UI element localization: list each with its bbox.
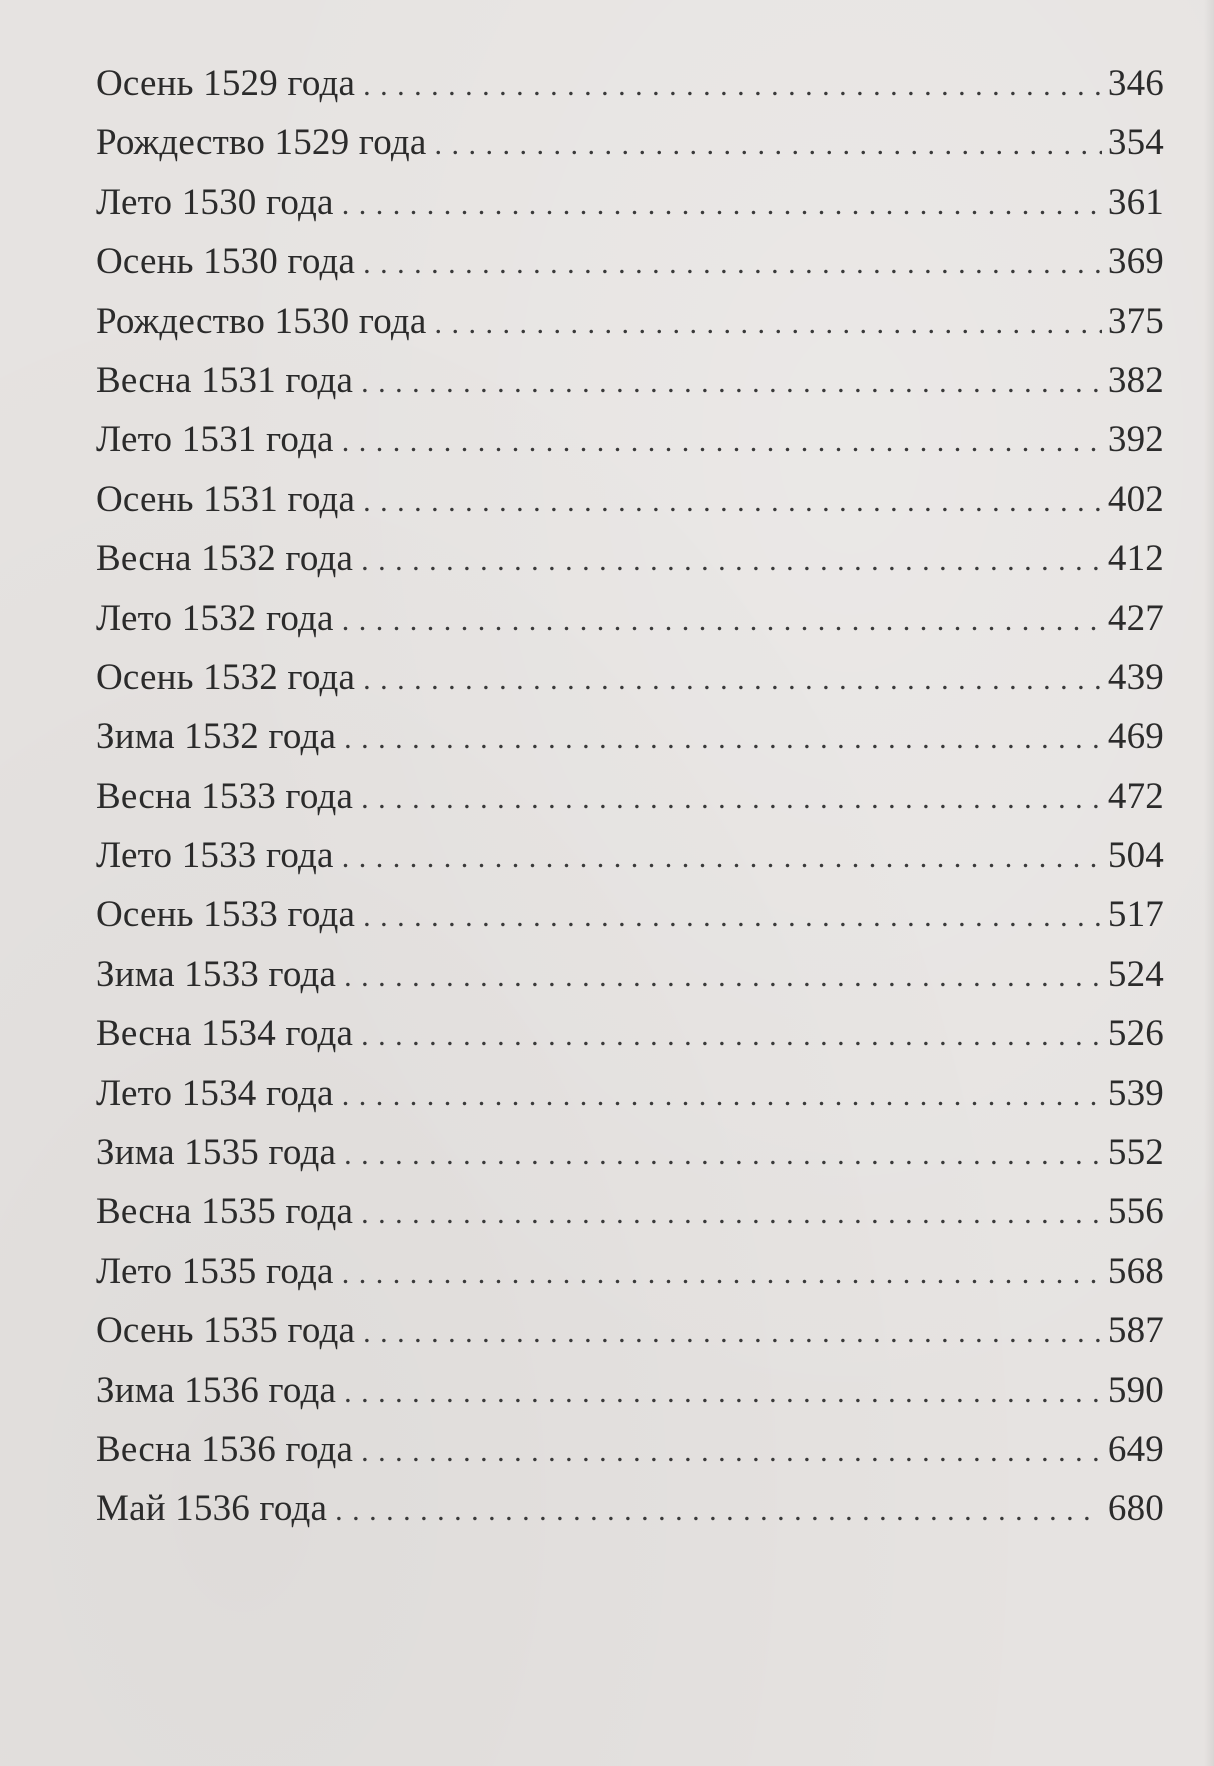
toc-entry-page: 392: [1107, 419, 1164, 461]
toc-entry-page: 469: [1107, 716, 1164, 758]
dot-leader: [435, 128, 1102, 162]
toc-entry: [96, 537, 1164, 596]
dot-leader: [361, 1435, 1102, 1469]
toc-entry: [96, 1309, 1164, 1368]
dot-leader: [361, 1019, 1102, 1053]
toc-entry: [96, 240, 1164, 299]
toc-entry-title: Зима 1536 года: [96, 1369, 337, 1411]
toc-entry-title: Рождество 1530 года: [96, 300, 427, 342]
toc-entry-title: Осень 1530 года: [96, 241, 356, 283]
toc-entry-page: 346: [1107, 63, 1164, 104]
dot-leader: [344, 722, 1102, 756]
toc-entry-page: 568: [1107, 1250, 1164, 1292]
toc-entry: [96, 300, 1164, 359]
dot-leader: [435, 307, 1102, 341]
toc-entry: [96, 1072, 1164, 1131]
toc-entry-title: Весна 1534 года: [96, 1013, 354, 1055]
dot-leader: [361, 782, 1102, 816]
dot-leader: [342, 841, 1102, 875]
toc-entry: [96, 478, 1164, 537]
toc-entry-page: 402: [1107, 478, 1164, 520]
toc-entry-title: Осень 1533 года: [96, 894, 356, 936]
toc-entry-title: Весна 1533 года: [96, 775, 354, 817]
toc-entry: [96, 1250, 1164, 1309]
dot-leader: [344, 1376, 1102, 1410]
toc-entry: [96, 893, 1164, 952]
page-edge-shadow: [1204, 0, 1214, 1766]
toc-entry-title: Осень 1531 года: [96, 478, 356, 520]
toc-entry: [96, 1012, 1164, 1071]
toc-entry: [96, 775, 1164, 834]
toc-entry-title: Зима 1533 года: [96, 953, 337, 995]
toc-entry: [96, 121, 1164, 180]
toc-entry-title: Лето 1530 года: [96, 181, 334, 223]
toc-entry-page: 427: [1107, 597, 1164, 639]
toc-entry-title: Лето 1533 года: [96, 835, 334, 877]
dot-leader: [363, 69, 1102, 103]
table-of-contents: [96, 62, 1164, 1547]
dot-leader: [342, 425, 1102, 459]
toc-entry-page: 649: [1107, 1428, 1164, 1470]
dot-leader: [342, 1257, 1102, 1291]
toc-entry: [96, 656, 1164, 715]
toc-entry-title: Весна 1535 года: [96, 1191, 354, 1233]
toc-entry: [96, 953, 1164, 1012]
toc-entry: [96, 715, 1164, 774]
toc-entry: [96, 181, 1164, 240]
dot-leader: [361, 544, 1102, 578]
toc-entry-page: 552: [1107, 1132, 1164, 1174]
toc-entry-page: 439: [1107, 656, 1164, 698]
toc-entry-title: Зима 1535 года: [96, 1132, 337, 1174]
toc-entry-title: Май 1536 года: [96, 1488, 328, 1530]
toc-entry-page: 587: [1107, 1310, 1164, 1352]
dot-leader: [363, 1316, 1102, 1350]
dot-leader: [363, 663, 1102, 697]
toc-entry-title: Осень 1535 года: [96, 1310, 356, 1352]
toc-entry: [96, 1369, 1164, 1428]
dot-leader: [363, 247, 1102, 281]
toc-entry-title: Весна 1536 года: [96, 1428, 354, 1470]
toc-entry: [96, 1131, 1164, 1190]
dot-leader: [363, 485, 1102, 519]
toc-entry-title: Весна 1531 года: [96, 359, 354, 401]
toc-entry-title: Лето 1534 года: [96, 1072, 334, 1114]
toc-entry-title: Весна 1532 года: [96, 538, 354, 580]
toc-entry-page: 361: [1107, 181, 1164, 223]
toc-entry-page: 556: [1107, 1191, 1164, 1233]
dot-leader: [363, 900, 1102, 934]
toc-entry-page: 472: [1107, 775, 1164, 817]
toc-entry-page: 524: [1107, 953, 1164, 995]
toc-entry-page: 539: [1107, 1072, 1164, 1114]
toc-entry-title: Лето 1532 года: [96, 597, 334, 639]
toc-entry-page: 517: [1107, 894, 1164, 936]
dot-leader: [344, 960, 1102, 994]
toc-entry-page: 382: [1107, 359, 1164, 401]
toc-entry-page: 354: [1107, 122, 1164, 164]
toc-entry-page: 375: [1107, 300, 1164, 342]
dot-leader: [342, 604, 1102, 638]
toc-entry-page: 680: [1107, 1488, 1164, 1530]
toc-entry-page: 590: [1107, 1369, 1164, 1411]
toc-entry: [96, 834, 1164, 893]
toc-entry-page: 504: [1107, 835, 1164, 877]
toc-entry-title: Осень 1529 года: [96, 63, 356, 104]
toc-entry-page: 412: [1107, 538, 1164, 580]
toc-entry-title: Зима 1532 года: [96, 716, 337, 758]
toc-entry: [96, 359, 1164, 418]
toc-entry-page: 526: [1107, 1013, 1164, 1055]
toc-entry: [96, 597, 1164, 656]
toc-entry-title: Рождество 1529 года: [96, 122, 427, 164]
toc-entry-title: Лето 1535 года: [96, 1250, 334, 1292]
dot-leader: [361, 1197, 1102, 1231]
dot-leader: [342, 1079, 1102, 1113]
dot-leader: [344, 1138, 1102, 1172]
toc-entry-page: 369: [1107, 241, 1164, 283]
toc-entry-title: Лето 1531 года: [96, 419, 334, 461]
toc-entry: [96, 1428, 1164, 1487]
toc-entry: [96, 62, 1164, 121]
toc-entry: [96, 1190, 1164, 1249]
dot-leader: [335, 1494, 1102, 1528]
dot-leader: [361, 366, 1102, 400]
dot-leader: [342, 188, 1102, 222]
toc-entry: [96, 1487, 1164, 1546]
toc-entry-title: Осень 1532 года: [96, 656, 356, 698]
toc-entry: [96, 418, 1164, 477]
